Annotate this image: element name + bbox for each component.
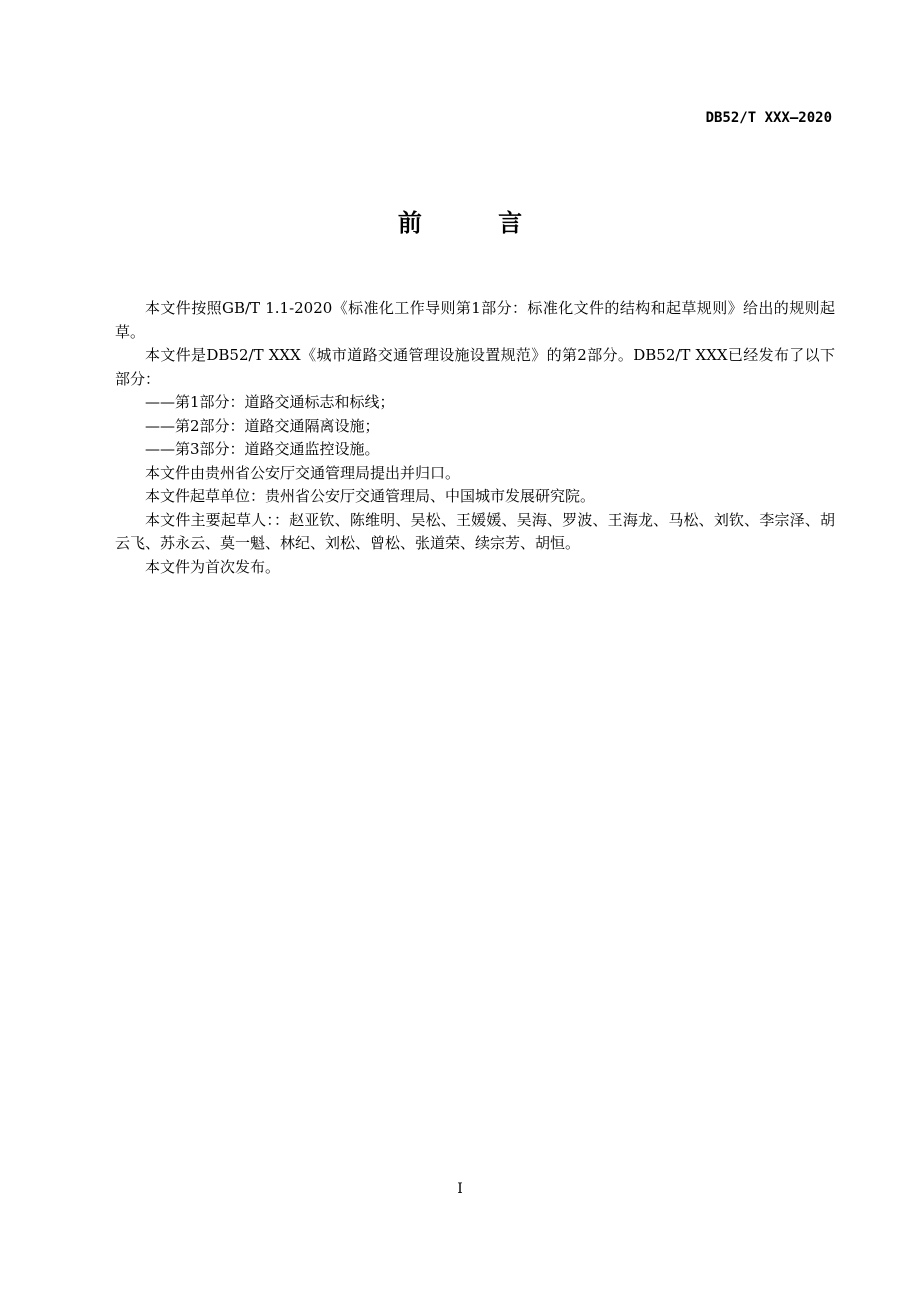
paragraph-drafting-rules: 本文件按照GB/T 1.1-2020《标准化工作导则第1部分：标准化文件的结构和起草规则》给出的规则起草。 <box>115 299 835 341</box>
paragraph-first-release: 本文件为首次发布。 <box>145 557 281 576</box>
foreword-body <box>115 297 835 579</box>
paragraph-drafters: 本文件主要起草人：：赵亚钦、陈维明、吴松、王媛媛、吴海、罗波、王海龙、马松、刘钦、李宗泽、胡云飞、苏永云、莫一魁、林纪、刘松、曾松、张道荣、续宗芳、胡恒。 <box>115 510 835 552</box>
list-item-part-1: ——第1部分：道路交通标志和标线； <box>145 393 395 411</box>
page-title: 前 言 <box>397 209 557 237</box>
paragraph-proposer: 本文件由贵州省公安厅交通管理局提出并归口。 <box>145 463 461 482</box>
paragraph-series-info: 本文件是DB52/T XXX《城市道路交通管理设施设置规范》的第2部分。DB52/T XXX已经发布了以下部分： <box>115 346 835 388</box>
paragraph-drafting-unit: 本文件起草单位：贵州省公安厅交通管理局、中国城市发展研究院。 <box>145 487 596 505</box>
page-number: I <box>457 1181 463 1197</box>
list-item-part-3: ——第3部分：道路交通监控设施。 <box>145 440 380 458</box>
list-item-part-2: ——第2部分：道路交通隔离设施； <box>145 416 380 435</box>
document-code: DB52/T XXX—2020 <box>705 110 832 126</box>
